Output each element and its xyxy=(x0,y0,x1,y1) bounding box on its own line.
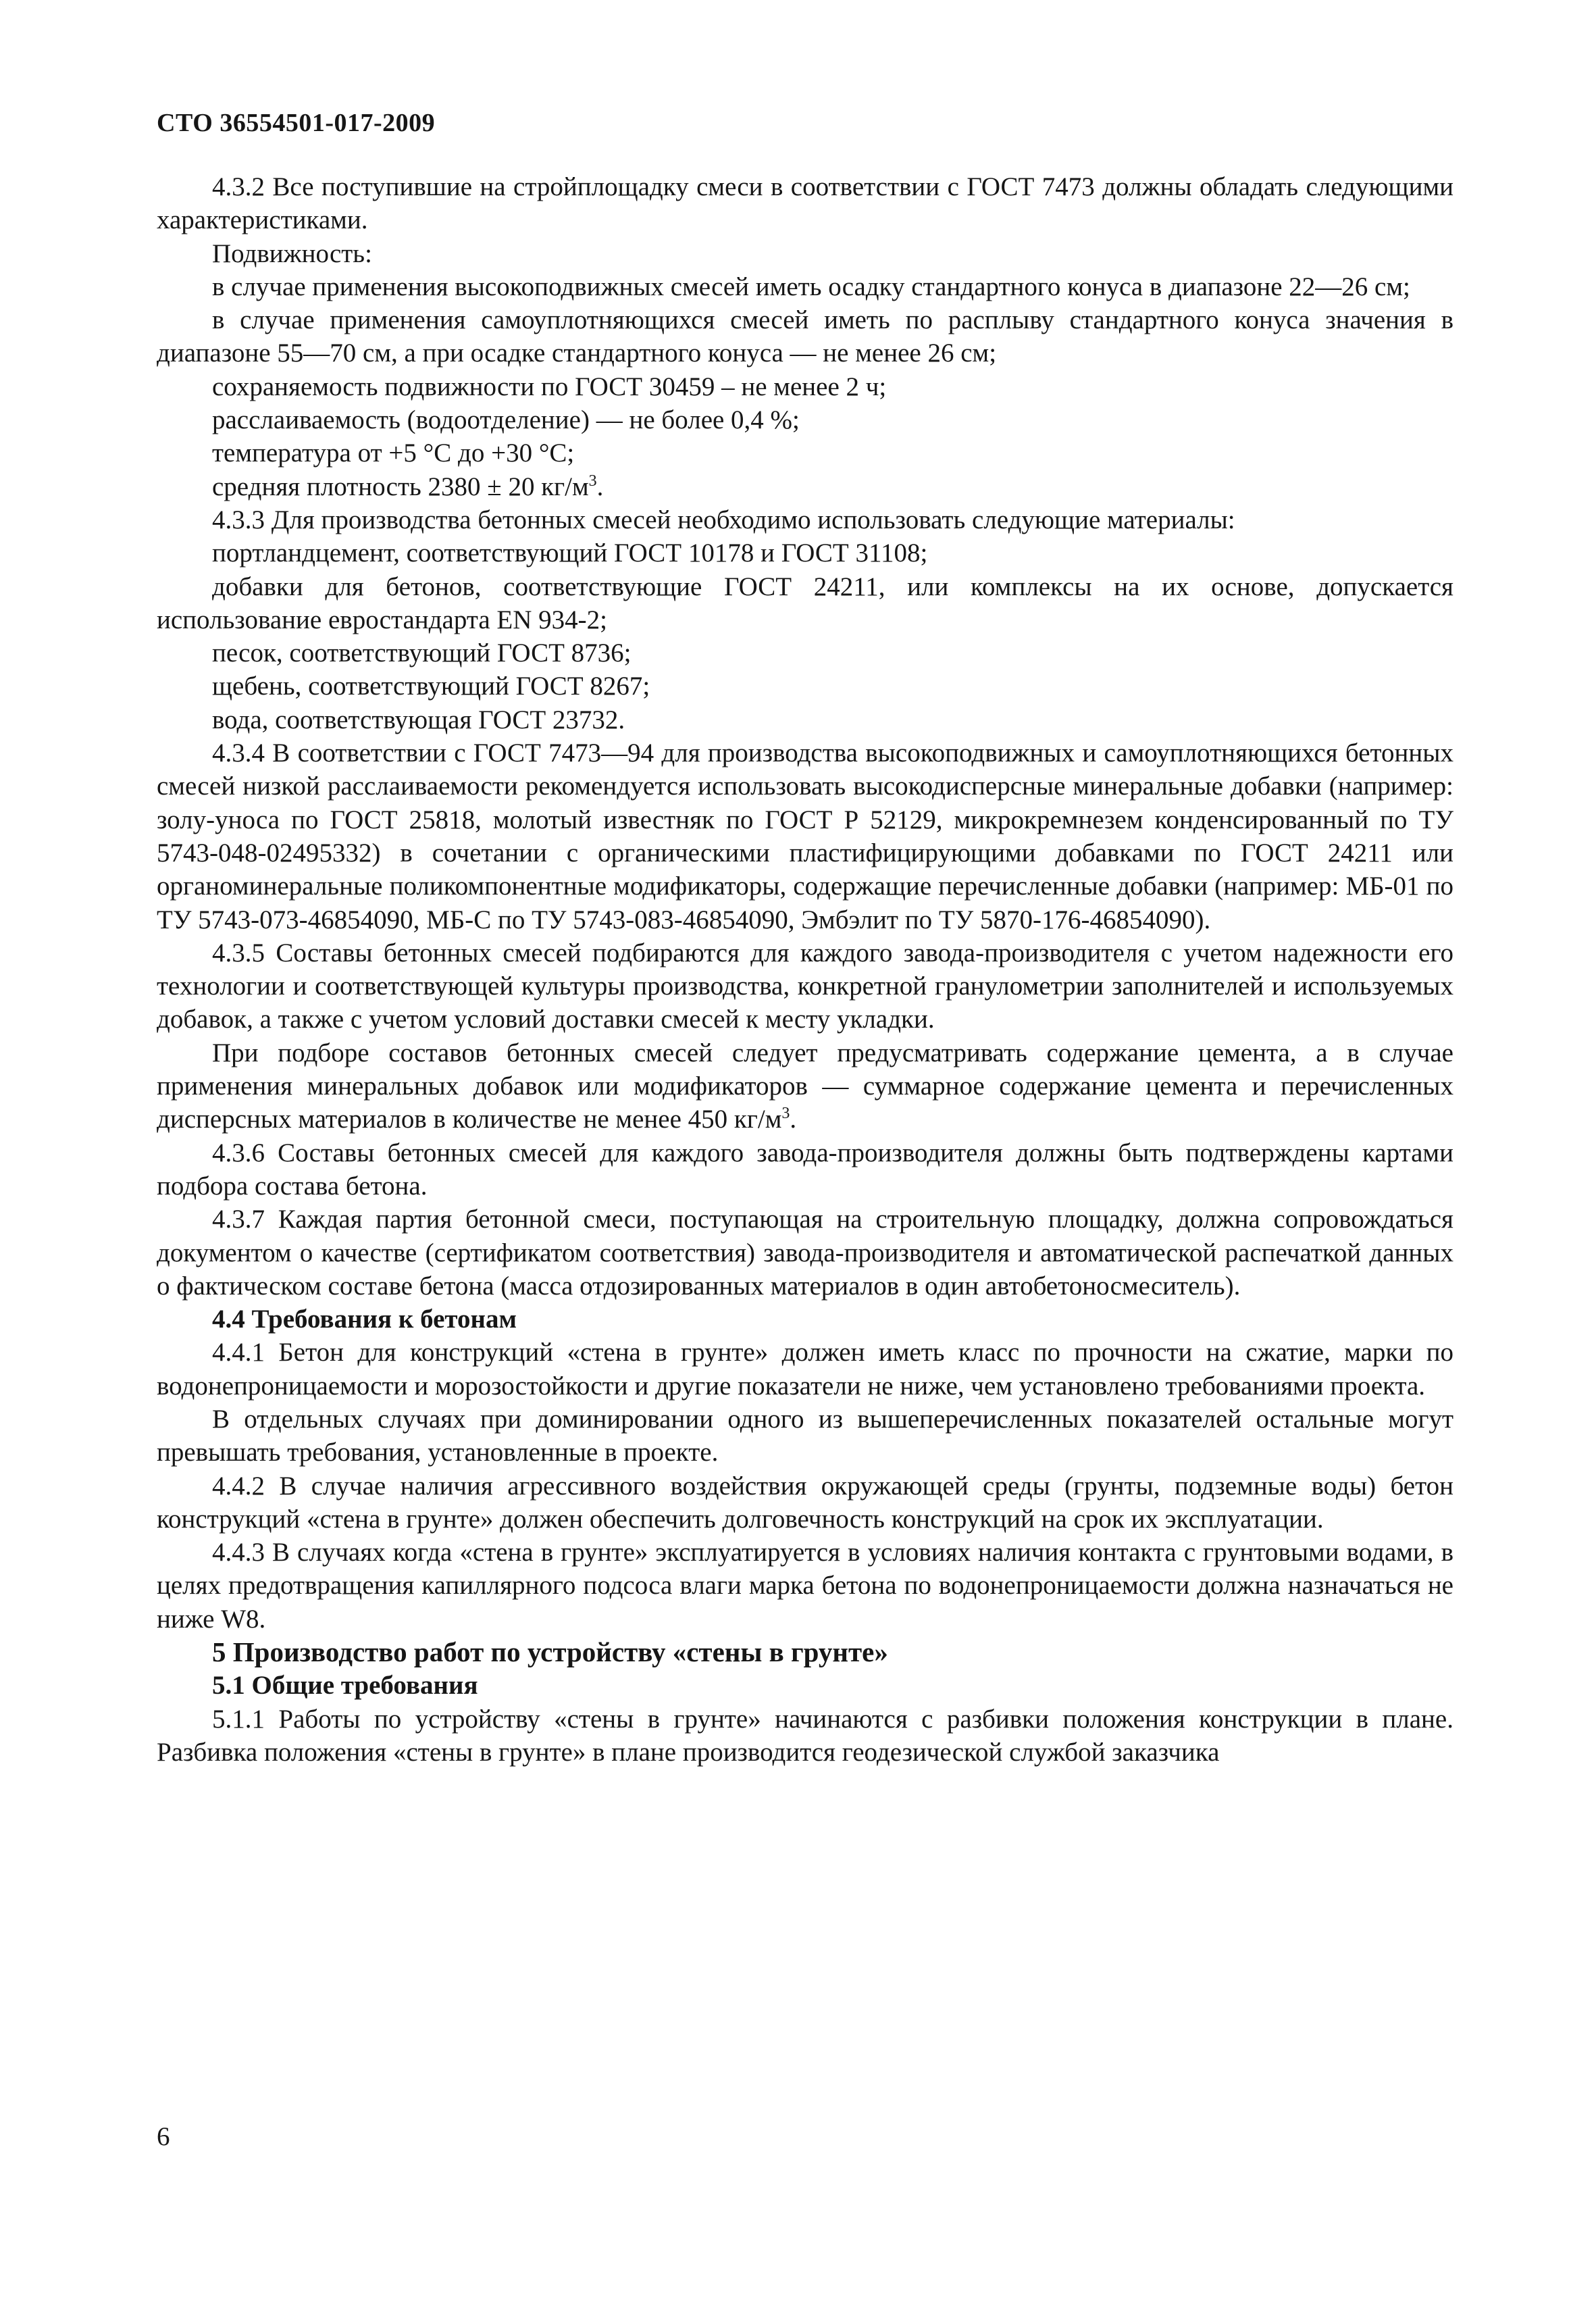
section-heading-4-4: 4.4 Требования к бетонам xyxy=(212,1305,517,1334)
paragraph-4-3-7: 4.3.7 Каждая партия бетонной смеси, поступающая на строительную площадку, должна сопровождаться документом о качестве (сертификатом соответствия) завода-производителя и автоматической распечаткой данных о фактическом составе бетона (масса отдозированных материалов в один автобетоносмеситель). xyxy=(157,1205,1453,1301)
section-heading-5: 5 Производство работ по устройству «стены в грунте» xyxy=(212,1636,888,1668)
paragraph-segregation: расслаиваемость (водоотделение) — не более 0,4 %; xyxy=(212,405,800,435)
cement-content-tail: . xyxy=(790,1105,797,1134)
paragraph-4-4-3: 4.4.3 В случаях когда «стена в грунте» эксплуатируется в условиях наличия контакта с грунтовыми водами, в целях предотвращения капиллярного подсоса влаги марка бетона по водонепроницаемости должна назначаться не ниже W8. xyxy=(157,1538,1453,1634)
paragraph-density xyxy=(157,470,1453,503)
paragraph-4-3-5: 4.3.5 Составы бетонных смесей подбираются для каждого завода-производителя с учетом надежности его технологии и соответствующей культуры производства, конкретной гранулометрии заполнителей и используемых добавок, а также с учетом условий доставки смесей к месту укладки. xyxy=(157,938,1453,1034)
paragraph-5-1-1: 5.1.1 Работы по устройству «стены в грунте» начинаются с разбивки положения конструкции в плане. Разбивка положения «стены в грунте» в плане производится геодезической службой заказчика xyxy=(157,1704,1453,1767)
page-number: 6 xyxy=(157,2122,170,2151)
section-heading-5-1: 5.1 Общие требования xyxy=(212,1671,478,1701)
paragraph-cement: портландцемент, соответствующий ГОСТ 10178 и ГОСТ 31108; xyxy=(212,538,928,568)
density-tail: . xyxy=(596,472,604,501)
paragraph-4-3-2: 4.3.2 Все поступившие на стройплощадку смеси в соответствии с ГОСТ 7473 должны обладать следующими характеристиками. xyxy=(157,172,1453,235)
document-code-header: СТО 36554501-017-2009 xyxy=(157,109,436,137)
paragraph-additives: добавки для бетонов, соответствующие ГОСТ 24211, или комплексы на их основе, допускается использование евростандарта EN 934-2; xyxy=(157,572,1453,634)
paragraph-cement-content xyxy=(157,1036,1453,1136)
density-text: средняя плотность 2380 ± 20 кг/м xyxy=(212,472,589,501)
paragraph-water: вода, соответствующая ГОСТ 23732. xyxy=(212,705,625,734)
paragraph-sand: песок, соответствующий ГОСТ 8736; xyxy=(212,638,632,668)
paragraph-high-mobility: в случае применения высокоподвижных смесей иметь осадку стандартного конуса в диапазоне 22—26 см; xyxy=(212,272,1410,301)
document-body xyxy=(157,170,1453,1769)
paragraph-mobility-retention: сохраняемость подвижности по ГОСТ 30459 – не менее 2 ч; xyxy=(212,372,887,401)
paragraph-exceptions: В отдельных случаях при доминировании одного из вышеперечисленных показателей остальные могут превышать требования, установленные в проекте. xyxy=(157,1404,1453,1467)
cement-content-superscript: 3 xyxy=(781,1105,790,1123)
paragraph-4-4-2: 4.4.2 В случае наличия агрессивного воздействия окружающей среды (грунты, подземные воды) бетон конструкций «стена в грунте» должен обеспечить долговечность конструкций на срок их эксплуатации. xyxy=(157,1471,1453,1534)
paragraph-4-3-6: 4.3.6 Составы бетонных смесей для каждого завода-производителя должны быть подтверждены картами подбора состава бетона. xyxy=(157,1138,1453,1201)
paragraph-gravel: щебень, соответствующий ГОСТ 8267; xyxy=(212,672,650,701)
paragraph-4-3-4: 4.3.4 В соответствии с ГОСТ 7473—94 для производства высокоподвижных и самоуплотняющихся бетонных смесей низкой расслаиваемости рекомендуется использовать высокодисперсные минеральные добавки (например: золу-уноса по ГОСТ 25818, молотый известняк по ГОСТ Р 52129, микрокремнезем конденсированный по ТУ 5743-048-02495332) в сочетании с органическими пластифицирующими добавками по ГОСТ 24211 или органоминеральные поликомпонентные модификаторы, содержащие перечисленные добавки (например: МБ-01 по ТУ 5743-073-46854090, МБ-С по ТУ 5743-083-46854090, Эмбэлит по ТУ 5870-176-46854090). xyxy=(157,738,1453,934)
density-superscript: 3 xyxy=(588,472,597,490)
cement-content-text: При подборе составов бетонных смесей следует предусматривать содержание цемента, а в случае применения минеральных добавок или модификаторов — суммарное содержание цемента и перечисленных дисперсных материалов в количестве не менее 450 кг/м xyxy=(157,1038,1453,1134)
paragraph-self-compacting: в случае применения самоуплотняющихся смесей иметь по расплыву стандартного конуса значения в диапазоне 55—70 см, а при осадке стандартного конуса — не менее 26 см; xyxy=(157,305,1453,368)
paragraph-temperature: температура от +5 °С до +30 °С; xyxy=(212,438,575,468)
paragraph-4-4-1: 4.4.1 Бетон для конструкций «стена в грунте» должен иметь класс по прочности на сжатие, марки по водонепроницаемости и морозостойкости и другие показатели не ниже, чем установлено требованиями проекта. xyxy=(157,1338,1453,1401)
paragraph-mobility-label: Подвижность: xyxy=(212,238,372,268)
paragraph-4-3-3: 4.3.3 Для производства бетонных смесей необходимо использовать следующие материалы: xyxy=(212,505,1235,534)
